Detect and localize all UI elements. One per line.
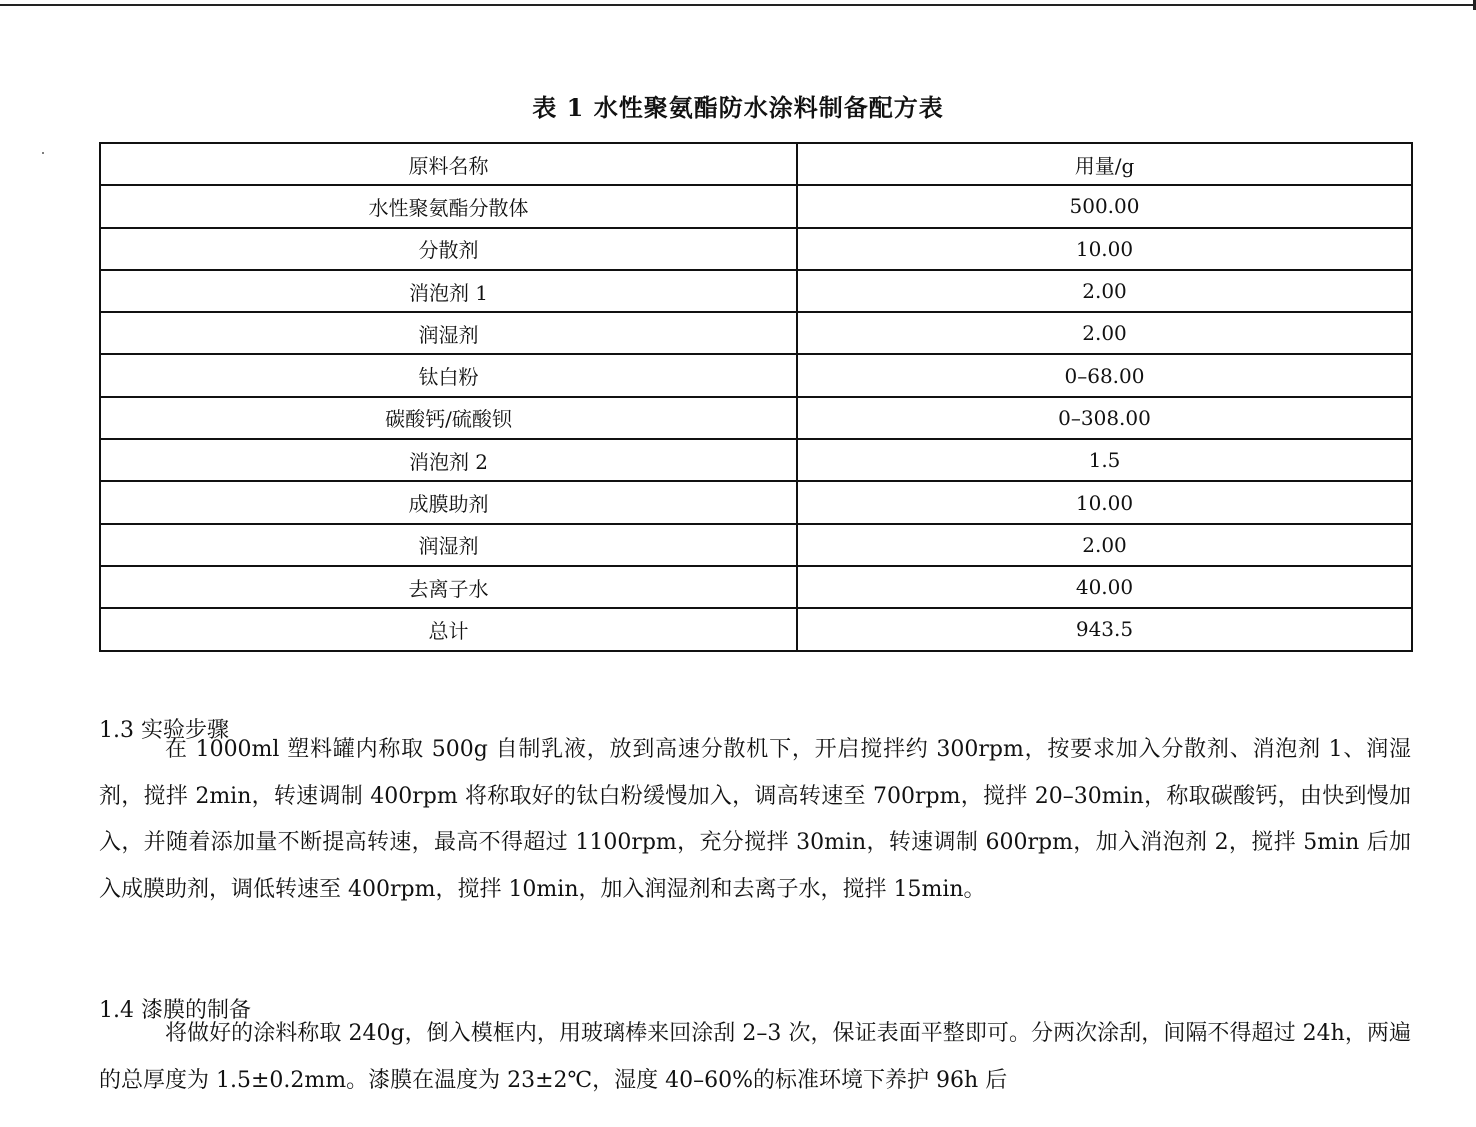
header-material-name: 原料名称 [100,143,797,185]
amount-cell: 2.00 [797,524,1412,566]
amount-cell: 2.00 [797,312,1412,354]
table-caption: 表 1 水性聚氨酯防水涂料制备配方表 [532,93,944,122]
material-name-cell: 消泡剂 1 [100,270,797,312]
material-name-cell: 钛白粉 [100,354,797,396]
section-heading-1-4: 1.4 漆膜的制备 [99,998,251,1023]
amount-cell: 10.00 [797,481,1412,523]
material-name-cell: 水性聚氨酯分散体 [100,185,797,227]
table-row [100,397,1412,439]
total-label-cell: 总计 [100,608,797,650]
table-row [100,354,1412,396]
header-amount: 用量/g [797,143,1412,185]
material-name-cell: 润湿剂 [100,524,797,566]
table-row [100,270,1412,312]
amount-cell: 500.00 [797,185,1412,227]
amount-cell: 0–308.00 [797,397,1412,439]
table-total-row [100,608,1412,650]
table-row [100,481,1412,523]
section-body-1-3: 在 1000ml 塑料罐内称取 500g 自制乳液，放到高速分散机下，开启搅拌约 300rpm，按要求加入分散剂、消泡剂 1、润湿剂，搅拌 2min，转速调制 400rpm 将称取好的钛白粉缓慢加入，调高转速至 700rpm，搅拌 20–30min，称取碳酸钙，由快到慢加入，并随着添加量不断提高转速，最高不得超过 1100rpm，充分搅拌 30min，转速调制 600rpm，加入消泡剂 2，搅拌 5min 后加入成膜助剂，调低转速至 400rpm，搅拌 10min，加入润湿剂和去离子水，搅拌 15min。 [99,737,1411,902]
section-body-1-4: 将做好的涂料称取 240g，倒入模框内，用玻璃棒来回涂刮 2–3 次，保证表面平整即可。分两次涂刮，间隔不得超过 24h，两遍的总厚度为 1.5±0.2mm。漆膜在温度为 23±2℃，湿度 40–60%的标准环境下养护 96h 后 [99,1021,1411,1093]
material-name-cell: 碳酸钙/硫酸钡 [100,397,797,439]
section-heading-1-3: 1.3 实验步骤 [99,718,229,743]
table-header-row [100,143,1412,185]
page-top-rule [0,4,1476,6]
scan-speck [42,152,44,154]
table-row [100,312,1412,354]
table-row [100,228,1412,270]
amount-cell: 0–68.00 [797,354,1412,396]
total-amount-cell: 943.5 [797,608,1412,650]
material-name-cell: 成膜助剂 [100,481,797,523]
table-row [100,566,1412,608]
table-row [100,439,1412,481]
material-name-cell: 分散剂 [100,228,797,270]
amount-cell: 1.5 [797,439,1412,481]
material-name-cell: 润湿剂 [100,312,797,354]
material-name-cell: 消泡剂 2 [100,439,797,481]
material-name-cell: 去离子水 [100,566,797,608]
table-row [100,524,1412,566]
amount-cell: 2.00 [797,270,1412,312]
recipe-table [99,142,1413,652]
table-row [100,185,1412,227]
amount-cell: 40.00 [797,566,1412,608]
amount-cell: 10.00 [797,228,1412,270]
